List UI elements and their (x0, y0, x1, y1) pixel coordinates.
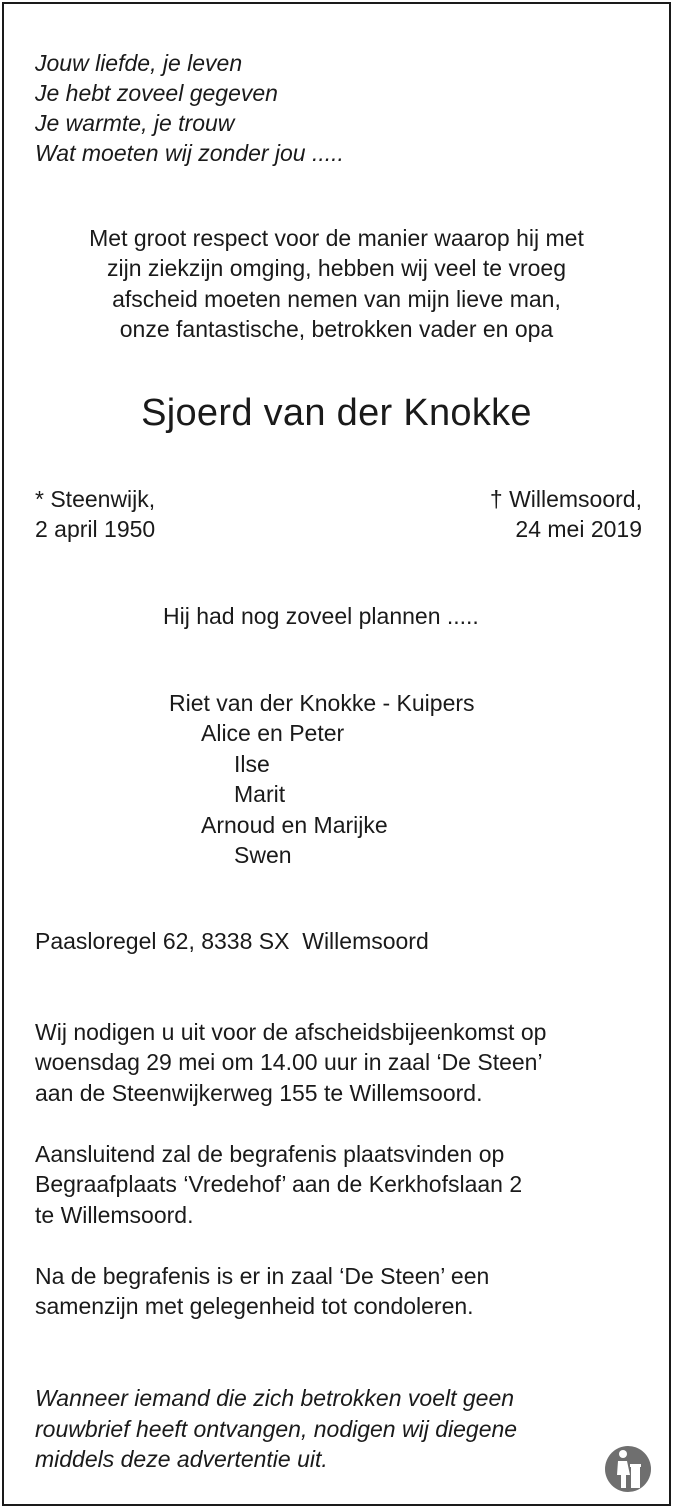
family-member: Riet van der Knokke - Kuipers (169, 690, 475, 716)
intro-line: onze fantastische, betrokken vader en opa (119, 316, 554, 342)
family-member: Swen (234, 842, 292, 868)
intro-line: afscheid moeten nemen van mijn lieve man, (112, 286, 561, 312)
address: Paasloregel 62, 8338 SX Willemsoord (35, 928, 429, 954)
ceremony-line: Wij nodigen u uit voor de afscheidsbijeenkomst op (35, 1019, 547, 1045)
quote: Hij had nog zoveel plannen ..... (163, 603, 479, 629)
memorial-figure-icon (603, 1442, 653, 1494)
closing-line: Wanneer iemand die zich betrokken voelt geen (35, 1385, 515, 1411)
poem-line: Wat moeten wij zonder jou ..... (35, 140, 344, 166)
closing-line: middels deze advertentie uit. (35, 1446, 328, 1472)
deceased-name: Sjoerd van der Knokke (141, 392, 532, 434)
poem-line: Je warmte, je trouw (35, 110, 235, 136)
closing-line: rouwbrief heeft ontvangen, nodigen wij diegene (35, 1416, 518, 1442)
family-member: Alice en Peter (201, 720, 345, 746)
condolence-line: Na de begrafenis is er in zaal ‘De Steen’ een (35, 1263, 490, 1289)
death-place: † Willemsoord, (489, 486, 642, 512)
burial-line: te Willemsoord. (35, 1202, 194, 1228)
family-member: Arnoud en Marijke (201, 812, 388, 838)
family-member: Ilse (234, 751, 270, 777)
family-member: Marit (234, 781, 286, 807)
burial-line: Aansluitend zal de begrafenis plaatsvinden op (35, 1141, 505, 1167)
condolence-line: samenzijn met gelegenheid tot condoleren. (35, 1293, 474, 1319)
intro-line: zijn ziekzijn omging, hebben wij veel te vroeg (107, 255, 566, 281)
birth-date: 2 april 1950 (35, 516, 156, 542)
intro-line: Met groot respect voor de manier waarop hij met (89, 225, 584, 251)
burial-line: Begraafplaats ‘Vredehof’ aan de Kerkhofslaan 2 (35, 1171, 523, 1197)
ceremony-line: aan de Steenwijkerweg 155 te Willemsoord. (35, 1080, 483, 1106)
poem-line: Jouw liefde, je leven (35, 50, 243, 76)
death-date: 24 mei 2019 (515, 516, 642, 542)
birth-place: * Steenwijk, (35, 486, 156, 512)
ceremony-line: woensdag 29 mei om 14.00 uur in zaal ‘De Steen’ (35, 1049, 543, 1075)
obituary-card (2, 2, 671, 1506)
poem-line: Je hebt zoveel gegeven (35, 80, 278, 106)
